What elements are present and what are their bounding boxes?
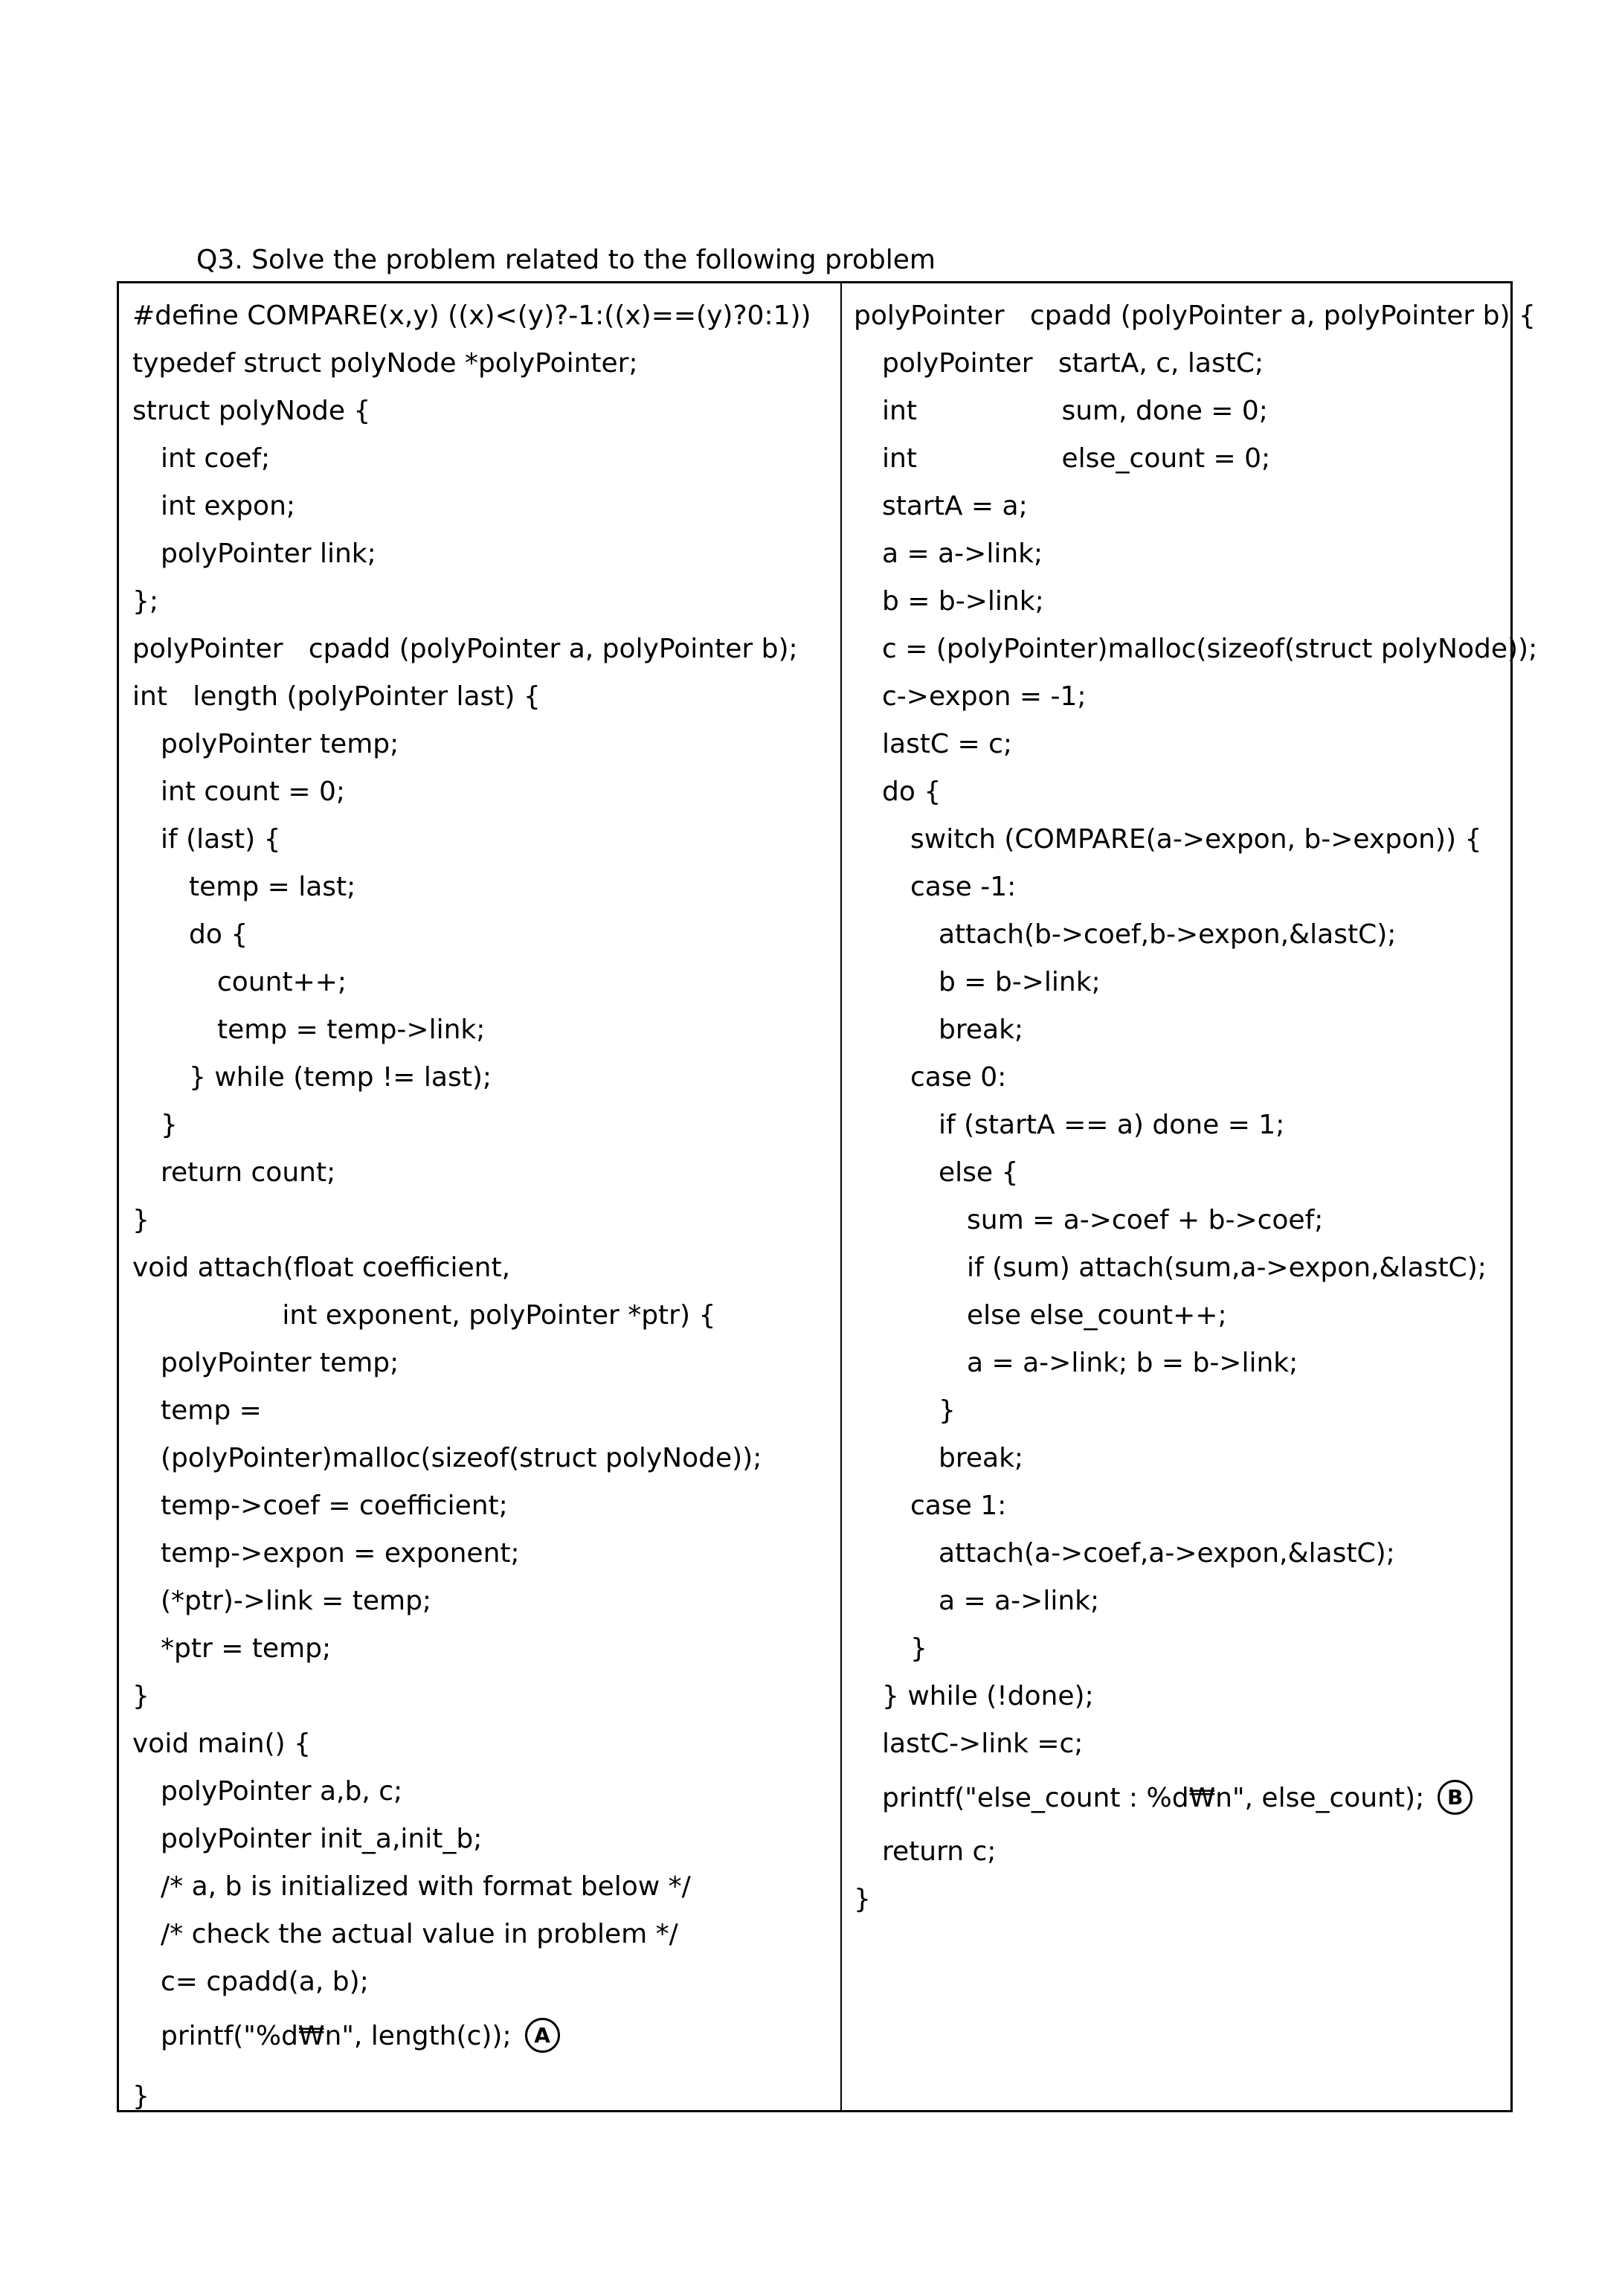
code-line-text: } xyxy=(132,1681,149,1711)
code-line-text: else else_count++; xyxy=(967,1300,1227,1331)
code-line xyxy=(132,2006,824,2066)
code-line-text: a = a->link; xyxy=(939,1586,1100,1616)
code-line-text: } xyxy=(939,1395,956,1426)
code-line xyxy=(854,1292,1501,1340)
code-line-text: } while (!done); xyxy=(882,1681,1094,1711)
code-line xyxy=(132,1720,824,1768)
code-line-text: return count; xyxy=(161,1157,336,1188)
code-line-text: a = a->link; xyxy=(882,538,1043,569)
code-line-text: /* check the actual value in problem */ xyxy=(161,1919,678,1949)
code-line xyxy=(854,1578,1501,1625)
code-line-text: polyPointer temp; xyxy=(161,1348,399,1378)
code-line xyxy=(854,1625,1501,1673)
right-code-column xyxy=(854,292,1538,1923)
code-line xyxy=(132,626,824,673)
code-line xyxy=(854,1006,1501,1054)
code-line xyxy=(132,1244,824,1292)
code-line-text: polyPointer cpadd (polyPointer a, polyPointer b) { xyxy=(854,300,1536,331)
code-line-text: if (startA == a) done = 1; xyxy=(939,1110,1285,1140)
code-line-text: int else_count = 0; xyxy=(882,443,1271,474)
left-code-column xyxy=(132,292,824,2126)
code-line xyxy=(132,1340,824,1387)
code-line-text: c->expon = -1; xyxy=(882,681,1087,712)
code-line xyxy=(854,721,1501,768)
code-line xyxy=(132,1149,824,1197)
code-line xyxy=(132,1435,824,1482)
code-line xyxy=(132,1673,824,1720)
code-line-text: temp->coef = coefficient; xyxy=(161,1491,508,1521)
code-line-text: break; xyxy=(939,1014,1024,1045)
code-line-text: polyPointer cpadd (polyPointer a, polyPointer b); xyxy=(132,634,798,664)
code-line-text: } xyxy=(161,1110,178,1140)
code-line xyxy=(132,1625,824,1673)
code-line-text: (*ptr)->link = temp; xyxy=(161,1586,432,1616)
code-line-text: } while (temp != last); xyxy=(189,1062,492,1093)
code-line xyxy=(132,292,824,340)
code-line xyxy=(854,911,1501,959)
code-line-text: c = (polyPointer)malloc(sizeof(struct polyNode)); xyxy=(882,634,1538,664)
code-line xyxy=(854,1340,1501,1387)
code-line xyxy=(132,673,824,721)
code-line xyxy=(132,1102,824,1149)
code-line-text: return c; xyxy=(882,1836,997,1867)
code-line-text: int sum, done = 0; xyxy=(882,396,1268,426)
code-line-text: startA = a; xyxy=(882,491,1028,521)
code-line-text: temp->expon = exponent; xyxy=(161,1538,520,1569)
code-line xyxy=(132,721,824,768)
code-line xyxy=(854,626,1538,673)
code-line xyxy=(854,1387,1501,1435)
code-line-text: printf("else_count : %d₩n", else_count); xyxy=(882,1783,1425,1813)
answer-marker-b: B xyxy=(1438,1780,1473,1815)
code-line-text: int expon; xyxy=(161,491,296,521)
code-line-text: polyPointer temp; xyxy=(161,729,399,759)
code-line xyxy=(854,1720,1501,1768)
code-line-text: polyPointer init_a,init_b; xyxy=(161,1824,483,1854)
code-line-text: case -1: xyxy=(910,872,1017,902)
code-line xyxy=(132,1006,824,1054)
code-line xyxy=(132,483,824,530)
code-line-text: int coef; xyxy=(161,443,271,474)
code-line-text: }; xyxy=(132,586,159,617)
code-line xyxy=(132,1482,824,1530)
code-line-text: int exponent, polyPointer *ptr) { xyxy=(282,1300,716,1331)
code-line xyxy=(854,673,1501,721)
code-line-text: case 1: xyxy=(910,1491,1007,1521)
code-line xyxy=(132,388,824,435)
code-line xyxy=(132,1816,824,1863)
code-line-text: if (last) { xyxy=(161,824,281,855)
question-title: Q3. Solve the problem related to the following problem xyxy=(196,245,936,275)
code-line xyxy=(854,864,1501,911)
code-line xyxy=(854,388,1501,435)
code-line xyxy=(132,340,824,388)
code-line xyxy=(132,2066,824,2126)
code-line xyxy=(854,1768,1501,1828)
code-line-text: b = b->link; xyxy=(882,586,1044,617)
code-line-text: lastC = c; xyxy=(882,729,1013,759)
code-line-text: } xyxy=(910,1633,927,1664)
code-line xyxy=(854,1435,1501,1482)
code-line-text: } xyxy=(854,1884,871,1914)
code-line xyxy=(132,959,824,1006)
code-line-text: break; xyxy=(939,1443,1024,1473)
code-line-text: struct polyNode { xyxy=(132,396,371,426)
code-line xyxy=(854,1673,1501,1720)
answer-marker-a: A xyxy=(525,2018,560,2053)
code-line-text: (polyPointer)malloc(sizeof(struct polyNode)); xyxy=(161,1443,762,1473)
code-line xyxy=(854,1876,1501,1923)
code-line xyxy=(132,1387,824,1435)
code-line xyxy=(132,435,824,483)
code-line xyxy=(132,1292,824,1340)
code-line-text: temp = xyxy=(161,1395,262,1426)
code-line-text: do { xyxy=(189,919,248,950)
code-line-text: #define COMPARE(x,y) ((x)<(y)?-1:((x)==(y)?0:1)) xyxy=(132,300,811,331)
code-line-text: attach(a->coef,a->expon,&lastC); xyxy=(939,1538,1395,1569)
code-line-text: int count = 0; xyxy=(161,776,346,807)
code-line-text: } xyxy=(132,1205,149,1235)
code-line xyxy=(854,292,1536,340)
code-line xyxy=(854,1828,1501,1876)
code-line xyxy=(854,1530,1501,1578)
code-line xyxy=(854,1482,1501,1530)
code-line-text: *ptr = temp; xyxy=(161,1633,332,1664)
code-line xyxy=(132,768,824,816)
code-line-text: polyPointer link; xyxy=(161,538,376,569)
code-line xyxy=(854,530,1501,578)
code-line xyxy=(854,1054,1501,1102)
code-line xyxy=(854,483,1501,530)
code-line-text: a = a->link; b = b->link; xyxy=(967,1348,1298,1378)
code-line-text: /* a, b is initialized with format below */ xyxy=(161,1871,691,1902)
code-line xyxy=(132,1197,824,1244)
code-line xyxy=(132,1958,824,2006)
code-line-text: else { xyxy=(939,1157,1019,1188)
code-line-text: do { xyxy=(882,776,942,807)
code-line xyxy=(854,1197,1501,1244)
code-line-text: void attach(float coefficient, xyxy=(132,1252,511,1283)
code-line-text: polyPointer startA, c, lastC; xyxy=(882,348,1264,379)
code-line-text: int length (polyPointer last) { xyxy=(132,681,541,712)
code-line-text: temp = last; xyxy=(189,872,356,902)
code-line-text: } xyxy=(132,2081,149,2112)
code-table xyxy=(117,281,1538,2112)
code-line xyxy=(854,578,1501,626)
code-line xyxy=(854,816,1501,864)
code-line-text: lastC->link =c; xyxy=(882,1729,1084,1759)
code-line xyxy=(854,435,1501,483)
code-line xyxy=(132,578,824,626)
code-line xyxy=(132,911,824,959)
code-line xyxy=(132,864,824,911)
code-line xyxy=(132,1578,824,1625)
code-line-text: void main() { xyxy=(132,1729,312,1759)
code-line xyxy=(132,1054,824,1102)
code-line-text: switch (COMPARE(a->expon, b->expon)) { xyxy=(910,824,1482,855)
code-line-text: printf("%d₩n", length(c)); xyxy=(161,2021,512,2051)
code-line-text: c= cpadd(a, b); xyxy=(161,1967,369,1997)
code-line-text: temp = temp->link; xyxy=(217,1014,486,1045)
code-line xyxy=(854,340,1501,388)
code-line xyxy=(132,1911,824,1958)
code-line xyxy=(854,768,1501,816)
code-line-text: if (sum) attach(sum,a->expon,&lastC); xyxy=(967,1252,1487,1283)
code-line-text: count++; xyxy=(217,967,347,997)
code-line xyxy=(854,1102,1501,1149)
code-line-text: polyPointer a,b, c; xyxy=(161,1776,403,1807)
code-line xyxy=(854,959,1501,1006)
column-divider xyxy=(840,283,842,2110)
code-line xyxy=(132,530,824,578)
code-line-text: b = b->link; xyxy=(939,967,1101,997)
code-line-text: attach(b->coef,b->expon,&lastC); xyxy=(939,919,1397,950)
code-line-text: case 0: xyxy=(910,1062,1007,1093)
code-line xyxy=(854,1149,1501,1197)
code-line-text: typedef struct polyNode *polyPointer; xyxy=(132,348,638,379)
code-line xyxy=(132,816,824,864)
code-line-text: sum = a->coef + b->coef; xyxy=(967,1205,1324,1235)
code-line xyxy=(132,1530,824,1578)
code-line xyxy=(854,1244,1501,1292)
code-line xyxy=(132,1863,824,1911)
code-line xyxy=(132,1768,824,1816)
